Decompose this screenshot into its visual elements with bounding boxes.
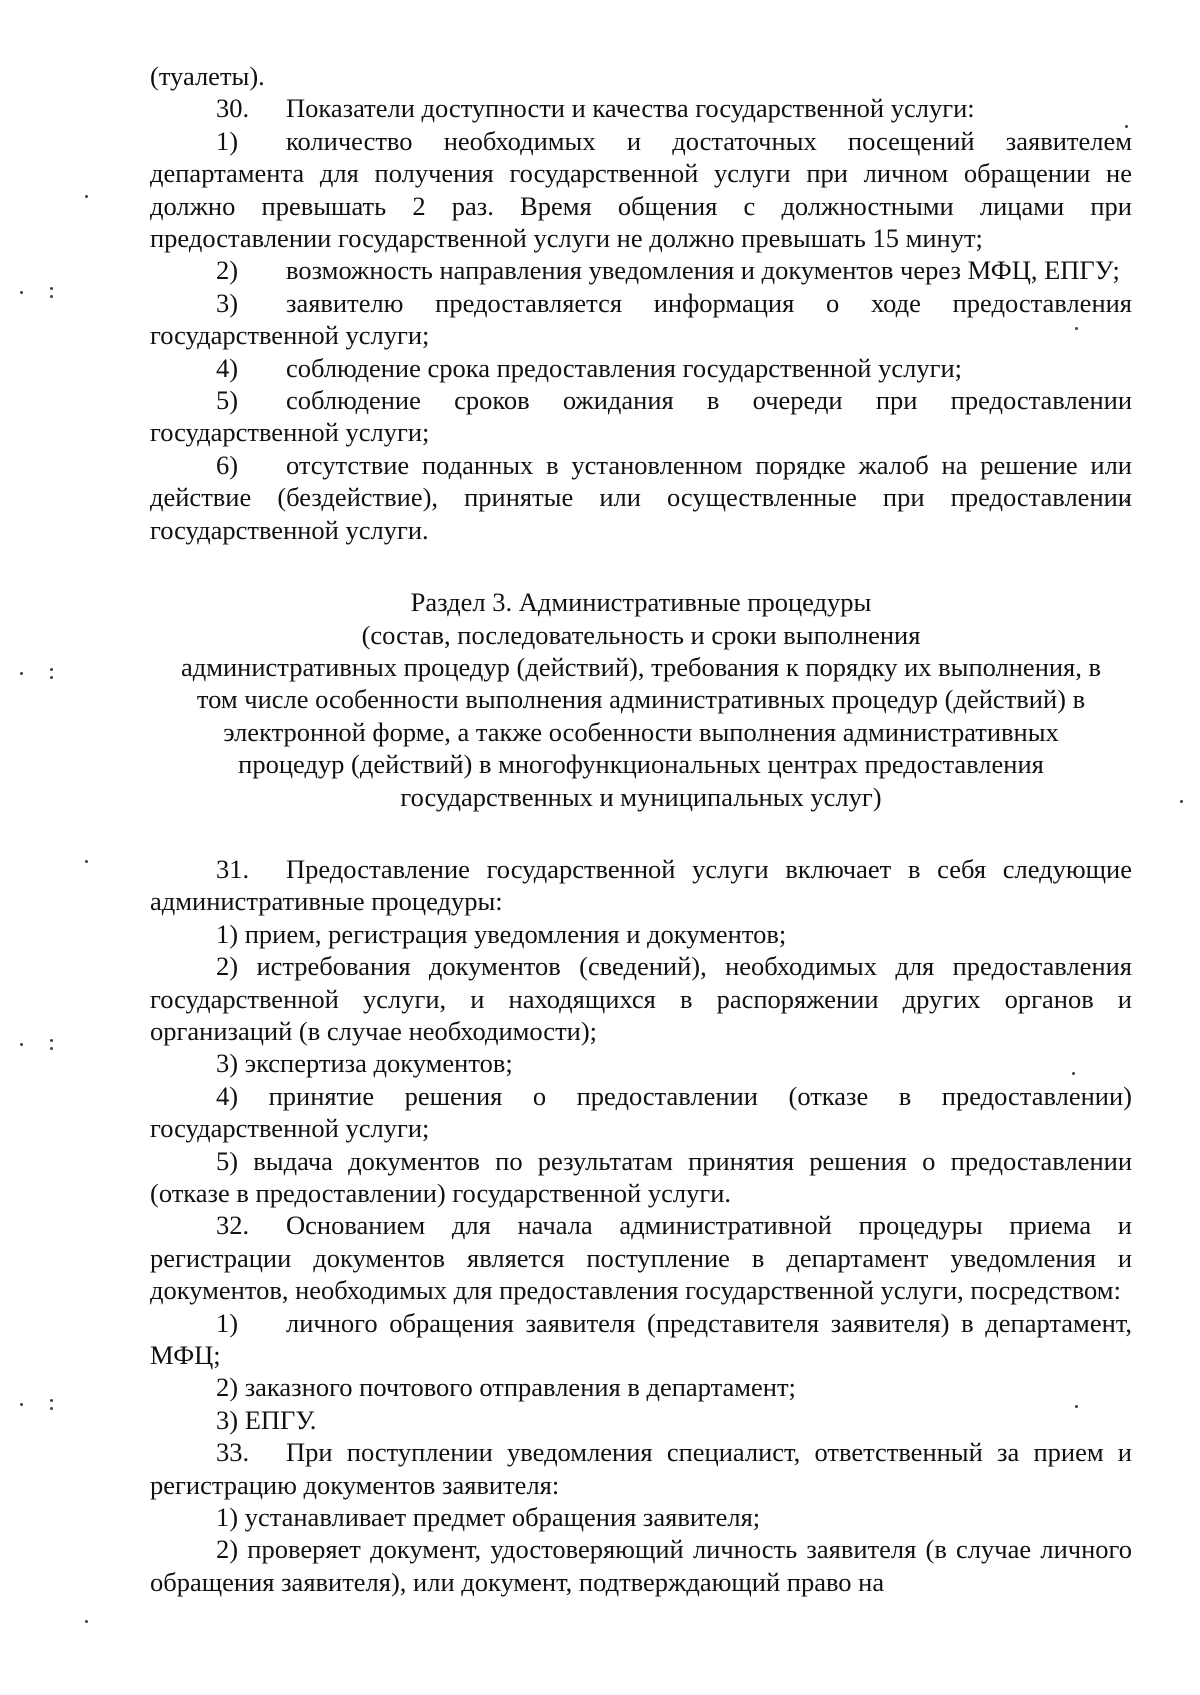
spacer (150, 813, 1132, 853)
scan-speck (50, 1047, 53, 1050)
sub-text: соблюдение сроков ожидания в очереди при предоставлении государственной услуги; (150, 385, 1132, 448)
item-32-sub-1 (150, 1307, 1132, 1372)
sub-text: соблюдение срока предоставления государственной услуги; (286, 352, 963, 383)
scan-speck (20, 672, 23, 675)
item-31-sub-3: 3) экспертиза документов; (216, 1048, 513, 1079)
item-number: 32. (216, 1210, 250, 1241)
item-33-sub-2: 2) проверяет документ, удостоверяющий личность заявителя (в случае личного обращения заявителя), или документ, подтверждающий право на (150, 1534, 1132, 1597)
section-heading (150, 586, 1132, 813)
sub-number: 5) (216, 385, 239, 416)
item-32-sub-2: 2) заказного почтового отправления в департамент; (216, 1372, 796, 1403)
section-subtitle-line: государственных и муниципальных услуг) (400, 781, 882, 812)
section-subtitle-line: процедур (действий) в многофункциональных центрах предоставления (238, 749, 1044, 780)
sub-number: 3) (216, 287, 239, 318)
scan-speck (50, 1399, 53, 1402)
item-number: 30. (216, 93, 250, 124)
sub-number: 4) (216, 352, 239, 383)
scan-speck (50, 676, 53, 679)
item-32 (150, 1209, 1132, 1306)
item-30-sub-3 (150, 287, 1132, 352)
sub-number: 6) (216, 449, 239, 480)
section-subtitle-line: том числе особенности выполнения административных процедур (действий) в (196, 684, 1086, 715)
section-subtitle-line: административных процедур (действий), требования к порядку их выполнения, в (180, 651, 1102, 682)
item-30-sub-5 (150, 384, 1132, 449)
item-text: При поступлении уведомления специалист, ответственный за прием и регистрацию документов заявителя: (150, 1437, 1132, 1500)
item-number: 33. (216, 1437, 250, 1468)
item-33-sub-1: 1) устанавливает предмет обращения заявителя; (216, 1502, 761, 1533)
item-30 (150, 92, 1132, 124)
item-33 (150, 1436, 1132, 1501)
scan-speck (50, 1039, 53, 1042)
scan-speck (85, 1620, 88, 1623)
item-30-sub-4 (150, 352, 1132, 384)
sub-number: 1) (216, 125, 239, 156)
item-31-sub-4: 4) принятие решения о предоставлении (отказе в предоставлении) государственной услуги; (150, 1080, 1132, 1144)
sub-text: количество необходимых и достаточных посещений заявителем департамента для получения государственной услуги при личном обращении не должно превышать 2 раз. Время общения с должностными лицами при предоставлении государственной услуги не должно превышать 15 минут; (150, 125, 1132, 254)
top-fragment: (туалеты). (150, 61, 265, 91)
section-title: Раздел 3. Административные процедуры (410, 587, 872, 618)
item-31-sub-2: 2) истребования документов (сведений), необходимых для предоставления государственной услуги, и находящихся в распоряжении других органов и организаций (в случае необходимости); (150, 951, 1132, 1046)
item-number: 31. (216, 853, 250, 884)
scan-speck (50, 287, 53, 290)
sub-text: заявителю предоставляется информация о ходе предоставления государственной услуги; (150, 287, 1132, 351)
scan-speck (85, 860, 88, 863)
scan-speck (50, 1407, 53, 1410)
item-text: Предоставление государственной услуги включает в себя следующие административные процедуры: (150, 853, 1132, 917)
section-subtitle-line: электронной форме, а также особенности выполнения административных (223, 716, 1059, 747)
scan-speck (20, 1403, 23, 1406)
scan-speck (85, 195, 88, 198)
sub-number: 2) (216, 255, 239, 286)
item-30-sub-1 (150, 125, 1132, 255)
scan-speck (50, 668, 53, 671)
document-body (150, 60, 1132, 1598)
item-31-sub-1: 1) прием, регистрация уведомления и документов; (216, 918, 787, 949)
scan-speck (20, 1043, 23, 1046)
item-31-sub-5: 5) выдача документов по результатам принятия решения о предоставлении (отказе в предоставлении) государственной услуги. (150, 1145, 1132, 1208)
scan-speck (50, 295, 53, 298)
scan-speck (20, 291, 23, 294)
sub-text: возможность направления уведомления и документов через МФЦ, ЕПГУ; (286, 255, 1120, 286)
sub-text: личного обращения заявителя (представителя заявителя) в департамент, МФЦ; (150, 1307, 1132, 1371)
section-subtitle-line: (состав, последовательность и сроки выполнения (361, 619, 921, 650)
scan-speck (1180, 800, 1183, 803)
item-30-sub-6 (150, 449, 1132, 546)
item-31 (150, 853, 1132, 918)
sub-number: 1) (216, 1307, 239, 1338)
item-30-sub-2 (150, 254, 1132, 286)
item-text: Показатели доступности и качества государственной услуги: (286, 93, 975, 124)
spacer (150, 546, 1132, 586)
sub-text: отсутствие поданных в установленном порядке жалоб на решение или действие (бездействие), принятые или осуществленные при предоставлении государственной услуги. (150, 449, 1132, 545)
item-text: Основанием для начала административной процедуры приема и регистрации документов является поступление в департамент уведомления и документов, необходимых для предоставления государственной услуги, посредством: (150, 1210, 1132, 1306)
item-32-sub-3: 3) ЕПГУ. (216, 1404, 317, 1435)
